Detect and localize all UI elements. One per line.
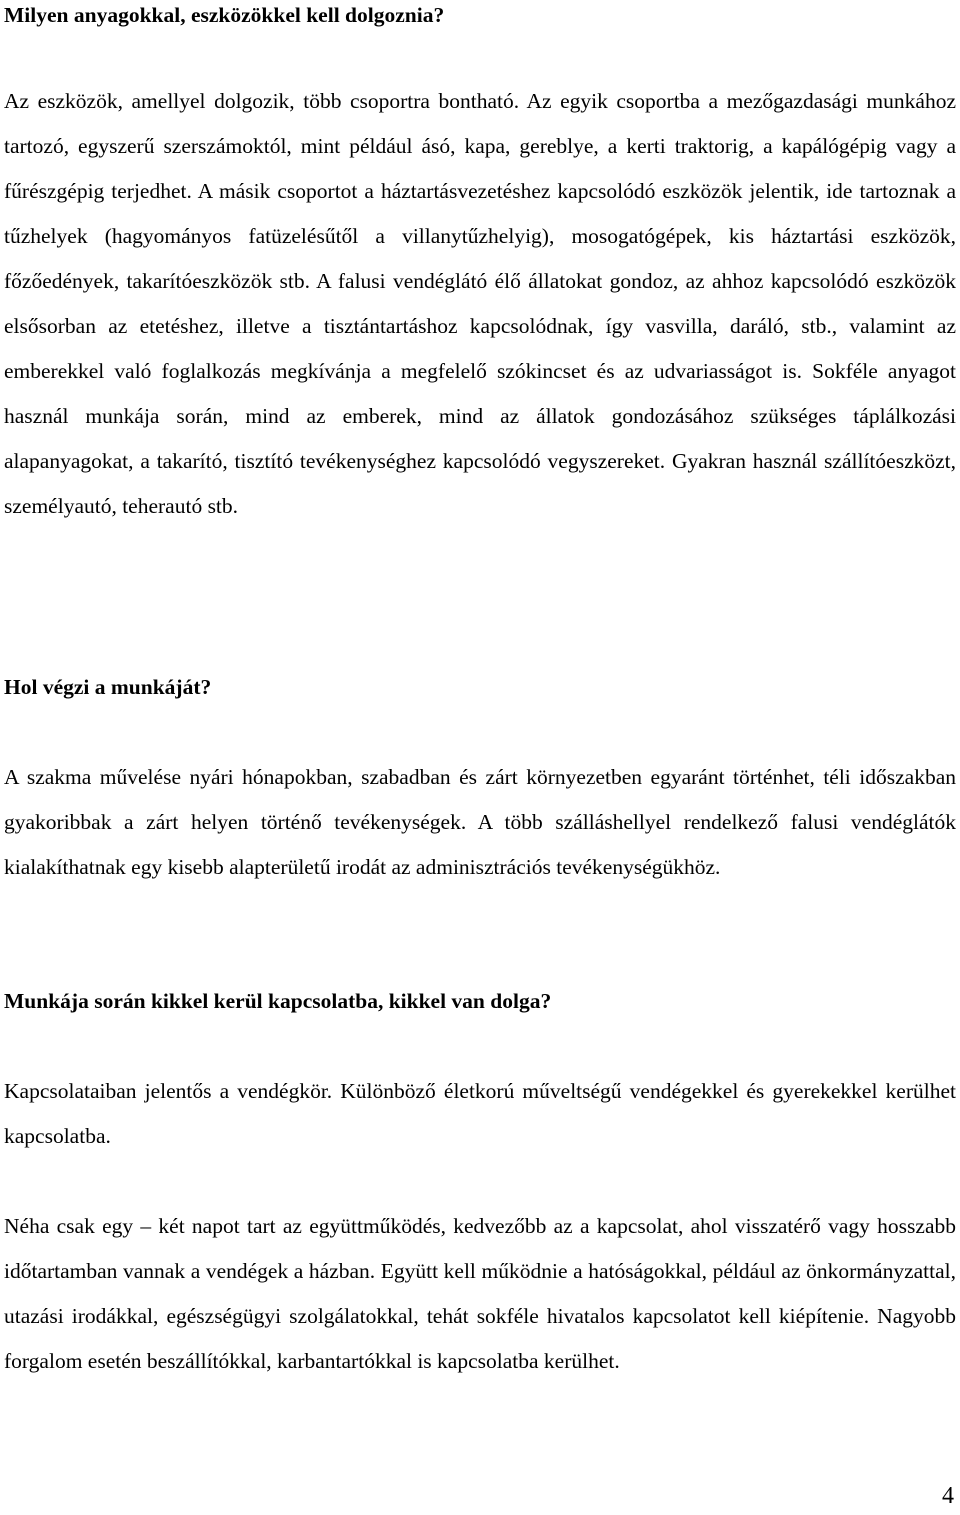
paragraph-workplace: A szakma művelése nyári hónapokban, szabadban és zárt környezetben egyaránt történhet, téli időszakban gyakoribbak a zárt helyen történő tevékenységek. A több szálláshellyel rendelkező falusi vendéglátók kialakíthatnak egy kisebb alapterületű irodát az adminisztrációs tevékenységükhöz.: [4, 765, 956, 879]
paragraph-contacts-guests: Kapcsolataiban jelentős a vendégkör. Különböző életkorú műveltségű vendégekkel és gyerekekkel kerülhet kapcsolatba.: [4, 1079, 956, 1148]
section-heading-workplace: Hol végzi a munkáját?: [4, 675, 212, 699]
section-heading-materials-tools: Milyen anyagokkal, eszközökkel kell dolgoznia?: [4, 3, 445, 27]
section-heading-contacts: Munkája során kikkel kerül kapcsolatba, kikkel van dolga?: [4, 989, 552, 1013]
paragraph-materials-tools: Az eszközök, amellyel dolgozik, több csoportra bontható. Az egyik csoportba a mezőgazdasági munkához tartozó, egyszerű szerszámoktól, mint például ásó, kapa, gereblye, a kerti traktorig, a kapálógépig vagy a fűrészgépig terjedhet. A másik csoportot a háztartásvezetéshez kapcsolódó eszközök jelentik, ide tartoznak a tűzhelyek (hagyományos fatüzelésűtől a villanytűzhelyig), mosogatógépek, kis háztartási eszközök, főzőedények, takarítóeszközök stb. A falusi vendéglátó élő állatokat gondoz, az ahhoz kapcsolódó eszközök elsősorban az etetéshez, illetve a tisztántartáshoz kapcsolódnak, így vasvilla, daráló, stb., valamint az emberekkel való foglalkozás megkívánja a megfelelő szókincset és az udvariasságot is. Sokféle anyagot használ munkája során, mind az emberek, mind az állatok gondozásához szükséges táplálkozási alapanyagokat, a takarító, tisztító tevékenységhez kapcsolódó vegyszereket. Gyakran használ szállítóeszközt, személyautó, teherautó stb.: [4, 89, 956, 518]
paragraph-contacts-partners: Néha csak egy – két napot tart az együttműködés, kedvezőbb az a kapcsolat, ahol visszatérő vagy hosszabb időtartamban vannak a vendégek a házban. Együtt kell működnie a hatóságokkal, például az önkormányzattal, utazási irodákkal, egészségügyi szolgálatokkal, tehát sokféle hivatalos kapcsolatot kell kiépítenie. Nagyobb forgalom esetén beszállítókkal, karbantartókkal is kapcsolatba kerülhet.: [4, 1214, 956, 1373]
page-number: 4: [942, 1483, 954, 1509]
